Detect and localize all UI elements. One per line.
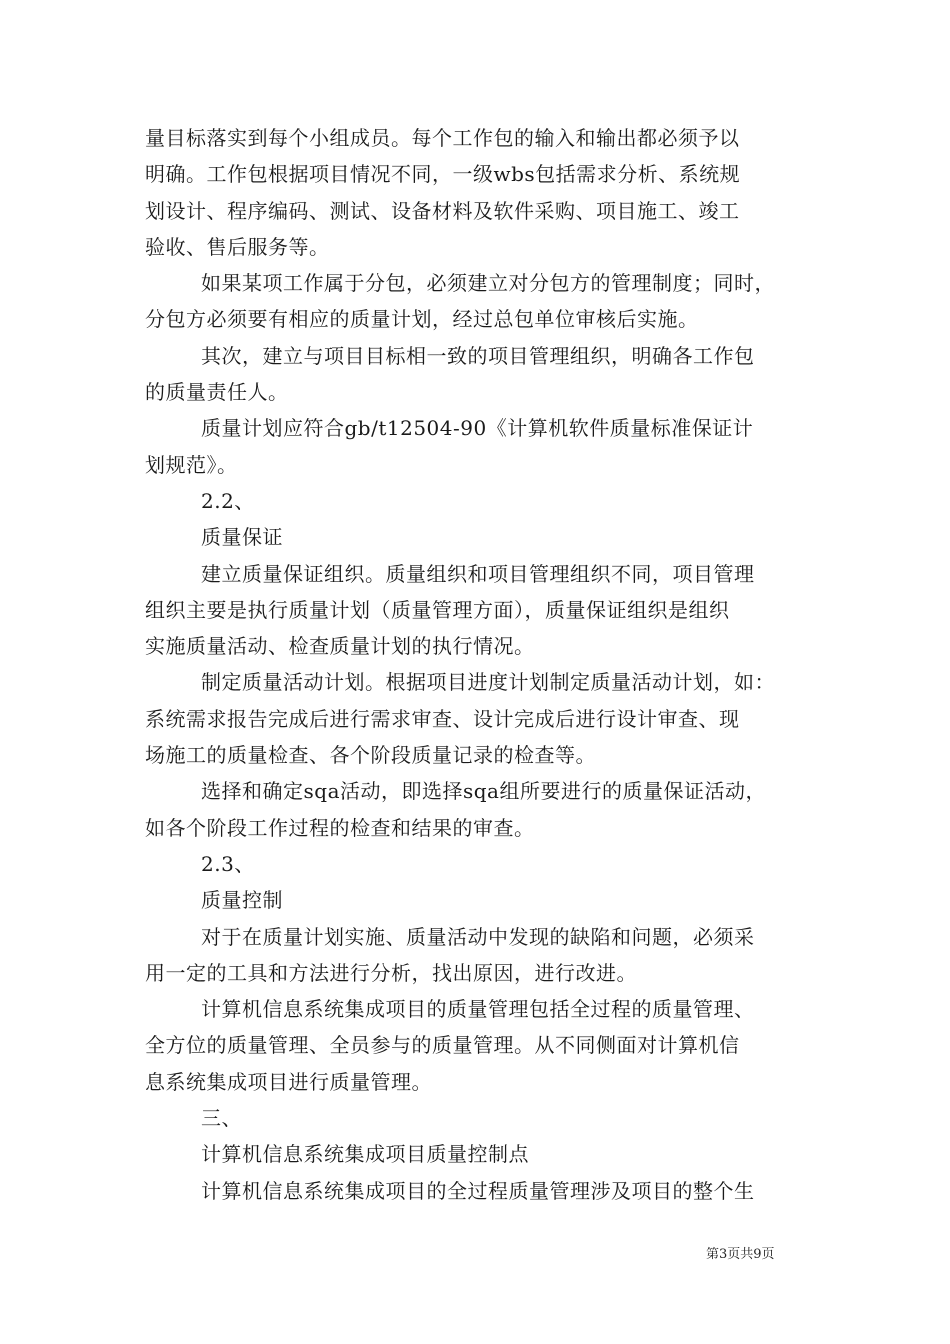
text-line: 如果某项工作属于分包，必须建立对分包方的管理制度；同时， (201, 271, 775, 296)
text-line: 质量计划应符合gb/t12504-90《计算机软件质量标准保证计 (201, 416, 754, 441)
page-number: 第3页共9页 (706, 1247, 775, 1262)
text-line: 划设计、程序编码、测试、设备材料及软件采购、项目施工、竣工 (145, 198, 740, 223)
text-line: 对于在质量计划实施、质量活动中发现的缺陷和问题，必须采 (201, 924, 755, 949)
text-line: 组织主要是执行质量计划（质量管理方面），质量保证组织是组织 (145, 597, 730, 622)
text-line: 息系统集成项目进行质量管理。 (145, 1069, 432, 1094)
text-line: 场施工的质量检查、各个阶段质量记录的检查等。 (145, 743, 596, 768)
section-number: 2.3、 (201, 851, 255, 876)
section-heading: 计算机信息系统集成项目质量控制点 (201, 1142, 529, 1167)
text-line: 实施质量活动、检查质量计划的执行情况。 (145, 634, 535, 659)
text-line: 其次，建立与项目目标相一致的项目管理组织，明确各工作包 (201, 343, 755, 368)
section-heading: 质量保证 (201, 525, 283, 550)
text-line: 全方位的质量管理、全员参与的质量管理。从不同侧面对计算机信 (145, 1033, 740, 1058)
text-line: 验收、售后服务等。 (145, 234, 330, 259)
text-line: 明确。工作包根据项目情况不同，一级wbs包括需求分析、系统规 (145, 162, 741, 187)
section-number: 三、 (201, 1106, 242, 1131)
text-line: 用一定的工具和方法进行分析，找出原因，进行改进。 (145, 960, 637, 985)
text-line: 系统需求报告完成后进行需求审查、设计完成后进行设计审查、现 (145, 706, 740, 731)
section-heading: 质量控制 (201, 888, 283, 913)
text-line: 量目标落实到每个小组成员。每个工作包的输入和输出都必须予以 (145, 126, 740, 150)
text-line: 如各个阶段工作过程的检查和结果的审查。 (145, 815, 535, 840)
text-line: 选择和确定sqa活动，即选择sqa组所要进行的质量保证活动， (201, 779, 766, 804)
text-line: 计算机信息系统集成项目的质量管理包括全过程的质量管理、 (201, 997, 755, 1022)
text-line: 分包方必须要有相应的质量计划，经过总包单位审核后实施。 (145, 307, 699, 332)
text-line: 计算机信息系统集成项目的全过程质量管理涉及项目的整个生 (201, 1178, 755, 1203)
text-line: 建立质量保证组织。质量组织和项目管理组织不同，项目管理 (201, 561, 755, 586)
text-line: 的质量责任人。 (145, 380, 289, 405)
text-line: 划规范》。 (145, 452, 238, 477)
section-number: 2.2、 (201, 488, 255, 513)
document-body (145, 120, 817, 1209)
text-line: 制定质量活动计划。根据项目进度计划制定质量活动计划，如： (201, 670, 775, 695)
